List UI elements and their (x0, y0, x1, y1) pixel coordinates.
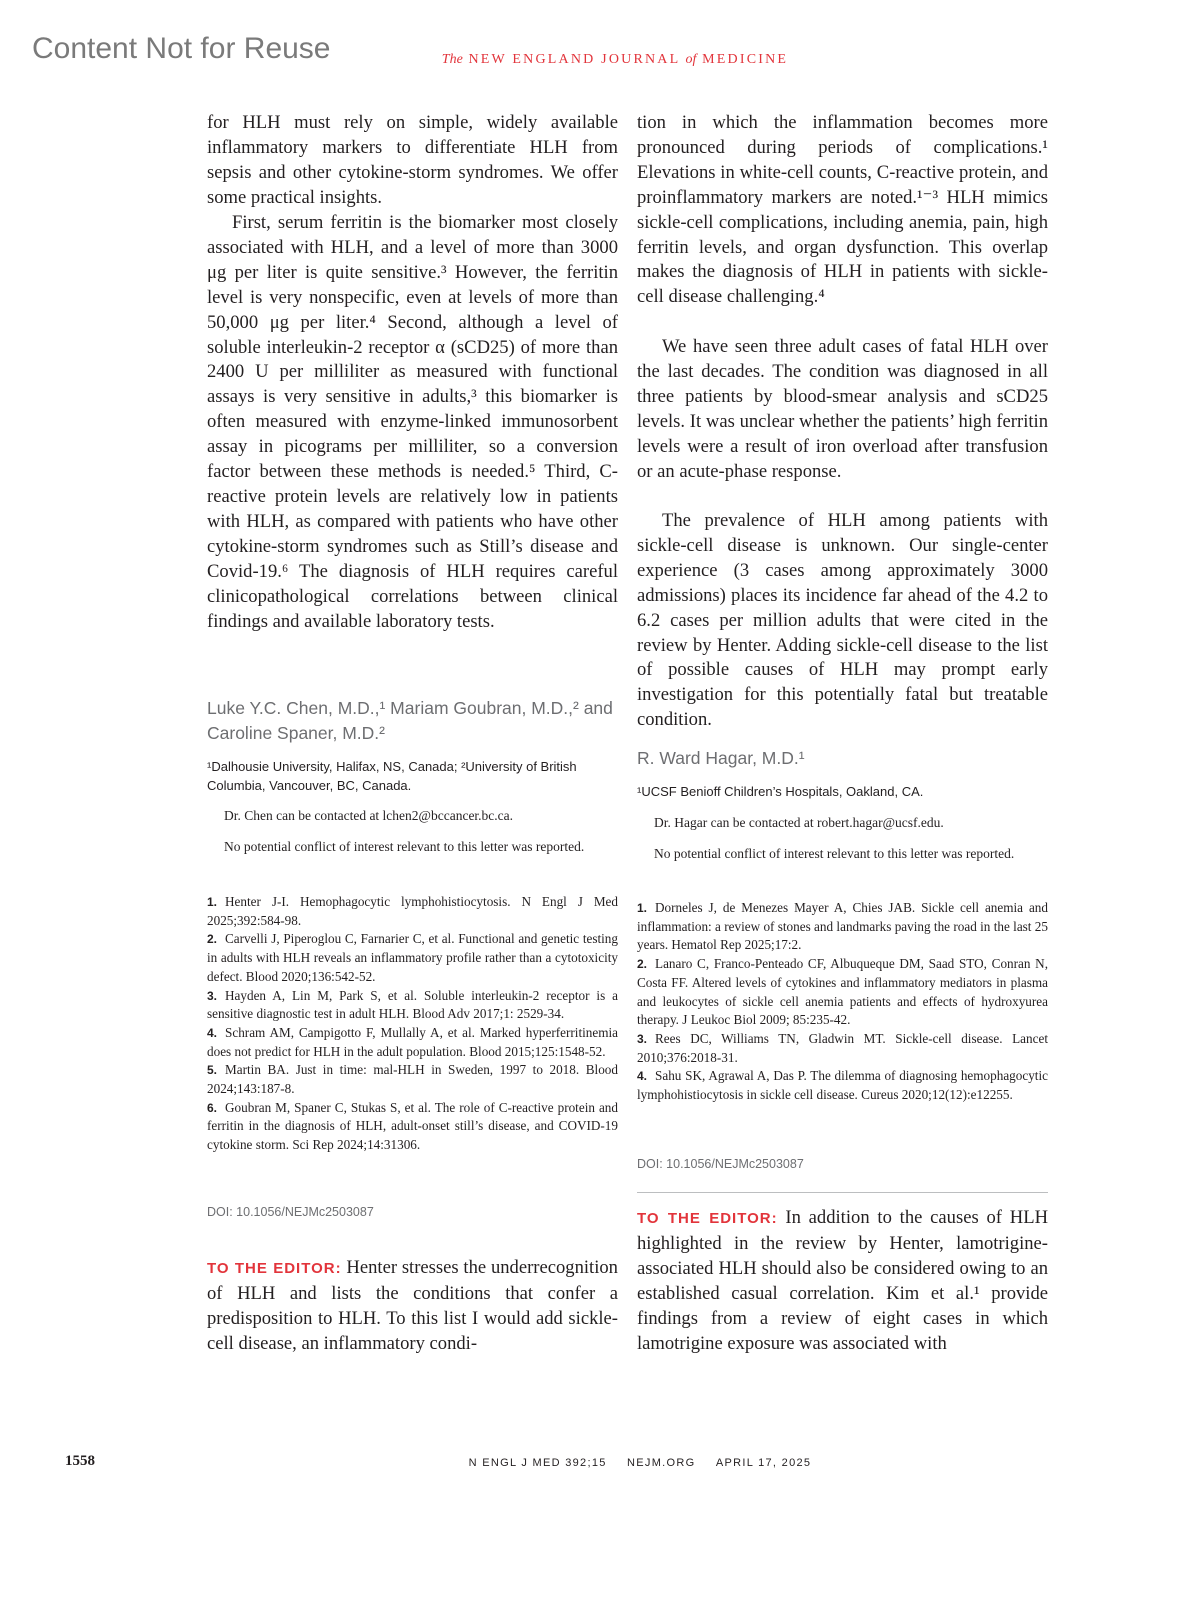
reference-text: Martin BA. Just in time: mal-HLH in Sweden, 1997 to 2018. Blood 2024;143:187-8. (207, 1062, 618, 1097)
reference-item (207, 1024, 618, 1061)
reference-text: Rees DC, Williams TN, Gladwin MT. Sickle-cell disease. Lancet 2010;376:2018-31. (637, 1030, 1048, 1065)
letter-paragraph: First, serum ferritin is the biomarker most closely associated with HLH, and a level of more than 3000 μg per liter is quite sensitive.³ However, the ferritin level is very nonspecific, even at levels of more than 50,000 μg per liter.⁴ Second, although a level of soluble interleukin-2 receptor α (sCD25) of more than 2400 U per milliliter as measured with functional assays is very sensitive in adults,³ this biomarker is often measured with enzyme-linked immunosorbent assay in picograms per milliliter, so a conversion factor between these methods is needed.⁵ Third, C-reactive protein levels are relatively low in patients with HLH, as compared with patients who have other cytokine-storm syndromes such as Still’s disease and Covid-19.⁶ The diagnosis of HLH requires careful clinicopathological correlations between clinical findings and available laboratory tests. (207, 212, 618, 632)
reference-number: 2. (207, 932, 218, 947)
reference-item (637, 899, 1048, 955)
masthead-part2: MEDICINE (702, 52, 789, 67)
doi[interactable]: DOI: 10.1056/NEJMc2503087 (637, 1157, 804, 1171)
reference-number: 1. (207, 895, 218, 909)
reference-text: Schram AM, Campigotto F, Mullally A, et al. Marked hyperferritinemia does not predict for HLH in the adult population. Blood 2015;125:1548-52. (207, 1024, 618, 1059)
letter-authors: R. Ward Hagar, M.D.¹ (637, 748, 805, 768)
reference-item (637, 955, 1048, 1030)
letter-paragraph: We have seen three adult cases of fatal HLH over the last decades. The condition was diagnosed in all three patients by blood-smear analysis and sCD25 levels. It was unclear whether the patients’ high ferritin levels were a result of iron overload after transfusion or an acute-phase response. (637, 336, 1048, 482)
reference-text: Sahu SK, Agrawal A, Das P. The dilemma of diagnosing hemophagocytic lymphohistiocytosis in sickle cell disease. Cureus 2020;12(12):e12255. (637, 1068, 1048, 1103)
to-the-editor-label: TO THE EDITOR: (207, 1260, 342, 1277)
reference-text: Lanaro C, Franco-Penteado CF, Albuqueque DM, Saad STO, Conran N, Costa FF. Altered levels of cytokines and inflammatory mediators in plasma and leukocytes of sickle cell anemia patients and effects of hydroxyurea therapy. J Leukoc Biol 2009; 85:235-42. (637, 956, 1048, 1028)
letter-paragraph: The prevalence of HLH among patients with sickle-cell disease is unknown. Our single-center experience (3 cases among approximately 3000 admissions) places its incidence far ahead of the 4.2 to 6.2 cases per million adults that were cited in the review by Henter. Adding sickle-cell disease to the list of possible causes of HLH may prompt early investigation for this potentially fatal but treatable condition. (637, 510, 1048, 731)
reference-item (207, 893, 618, 930)
reference-number: 2. (637, 957, 648, 972)
reference-item (207, 1099, 618, 1155)
contact-note: Dr. Chen can be contacted at lchen2@bccancer.bc.ca. (224, 808, 514, 823)
footer-site: NEJM.ORG (627, 1457, 696, 1469)
letter-paragraph: tion in which the inflammation becomes more pronounced during periods of complications.¹ Elevations in white-cell counts, C-reactive protein, and proinflammatory markers are noted.¹⁻³ HLH mimics sickle-cell complications, including anemia, pain, high ferritin levels, and organ dysfunction. This overlap makes the diagnosis of HLH in patients with sickle-cell disease challenging.⁴ (637, 112, 1048, 308)
journal-masthead (0, 52, 1200, 68)
footer-journal: N ENGL J MED 392;15 (468, 1457, 607, 1469)
letter-text: In addition to the causes of HLH highlighted in the review by Henter, lamotrigine-associated HLH should also be considered owing to an established casual correlation. Kim et al.¹ provide findings from a review of eight cases in which lamotrigine exposure was associated with (637, 1207, 1049, 1354)
conflict-note: No potential conflict of interest relevant to this letter was reported. (224, 839, 585, 854)
reference-number: 3. (207, 988, 218, 1003)
reference-number: 3. (637, 1031, 648, 1046)
reference-number: 4. (637, 1069, 648, 1084)
contact-note: Dr. Hagar can be contacted at robert.hagar@ucsf.edu. (654, 815, 944, 830)
reference-list (207, 893, 618, 1155)
reference-text: Henter J-I. Hemophagocytic lymphohistiocytosis. N Engl J Med 2025;392:584-98. (207, 894, 618, 928)
conflict-note: No potential conflict of interest relevant to this letter was reported. (654, 846, 1015, 861)
reference-text: Carvelli J, Piperoglou C, Farnarier C, et al. Functional and genetic testing in adults with HLH reveals an inflammatory profile rather than a cytotoxicity defect. Blood 2020;136:542-52. (207, 931, 618, 984)
reference-text: Hayden A, Lin M, Park S, et al. Soluble interleukin-2 receptor is a sensitive diagnostic test in adult HLH. Blood Adv 2017;1: 2529-34. (207, 987, 618, 1022)
reference-text: Dorneles J, de Menezes Mayer A, Chies JAB. Sickle cell anemia and inflammation: a review of stones and landmarks paving the road in the last 25 years. Hematol Rep 2025;17:2. (637, 900, 1048, 953)
masthead-the: The (441, 52, 463, 67)
page-number: 1558 (65, 1453, 95, 1469)
reference-number: 6. (207, 1100, 218, 1115)
watermark: Content Not for Reuse (32, 32, 331, 65)
reference-list (637, 899, 1048, 1105)
footer-date: APRIL 17, 2025 (715, 1457, 812, 1469)
reference-item (637, 1067, 1048, 1104)
section-divider (637, 1192, 1048, 1193)
masthead-part1: NEW ENGLAND JOURNAL (468, 52, 680, 67)
footer-citation (0, 1457, 1200, 1469)
reference-item (207, 930, 618, 986)
author-affiliation: ¹UCSF Benioff Children’s Hospitals, Oakland, CA. (637, 784, 924, 799)
masthead-of: of (685, 52, 697, 67)
to-the-editor-label: TO THE EDITOR: (637, 1210, 778, 1227)
doi[interactable]: DOI: 10.1056/NEJMc2503087 (207, 1205, 374, 1219)
letter-paragraph (637, 1206, 1048, 1356)
reference-number: 5. (207, 1063, 218, 1078)
reference-number: 1. (637, 901, 648, 915)
reference-item (637, 1030, 1048, 1067)
letter-text: Henter stresses the underrecognition of HLH and lists the conditions that confer a predisposition to HLH. To this list I would add sickle-cell disease, an inflammatory condi- (207, 1257, 618, 1354)
reference-item (207, 987, 618, 1024)
author-affiliation: ¹Dalhousie University, Halifax, NS, Canada; ²University of British Columbia, Vancouver, BC, Canada. (207, 759, 577, 793)
reference-text: Goubran M, Spaner C, Stukas S, et al. The role of C-reactive protein and ferritin in the diagnosis of HLH, adult-onset still’s disease, and COVID-19 cytokine storm. Sci Rep 2024;14:31306. (207, 1099, 618, 1153)
reference-item (207, 1061, 618, 1098)
letter-paragraph: for HLH must rely on simple, widely available inflammatory markers to differentiate HLH from sepsis and other cytokine-storm syndromes. We offer some practical insights. (207, 112, 618, 208)
letter-authors: Luke Y.C. Chen, M.D.,¹ Mariam Goubran, M.D.,² and Caroline Spaner, M.D.² (207, 698, 613, 743)
letter-paragraph (207, 1256, 618, 1357)
reference-number: 4. (207, 1025, 218, 1040)
